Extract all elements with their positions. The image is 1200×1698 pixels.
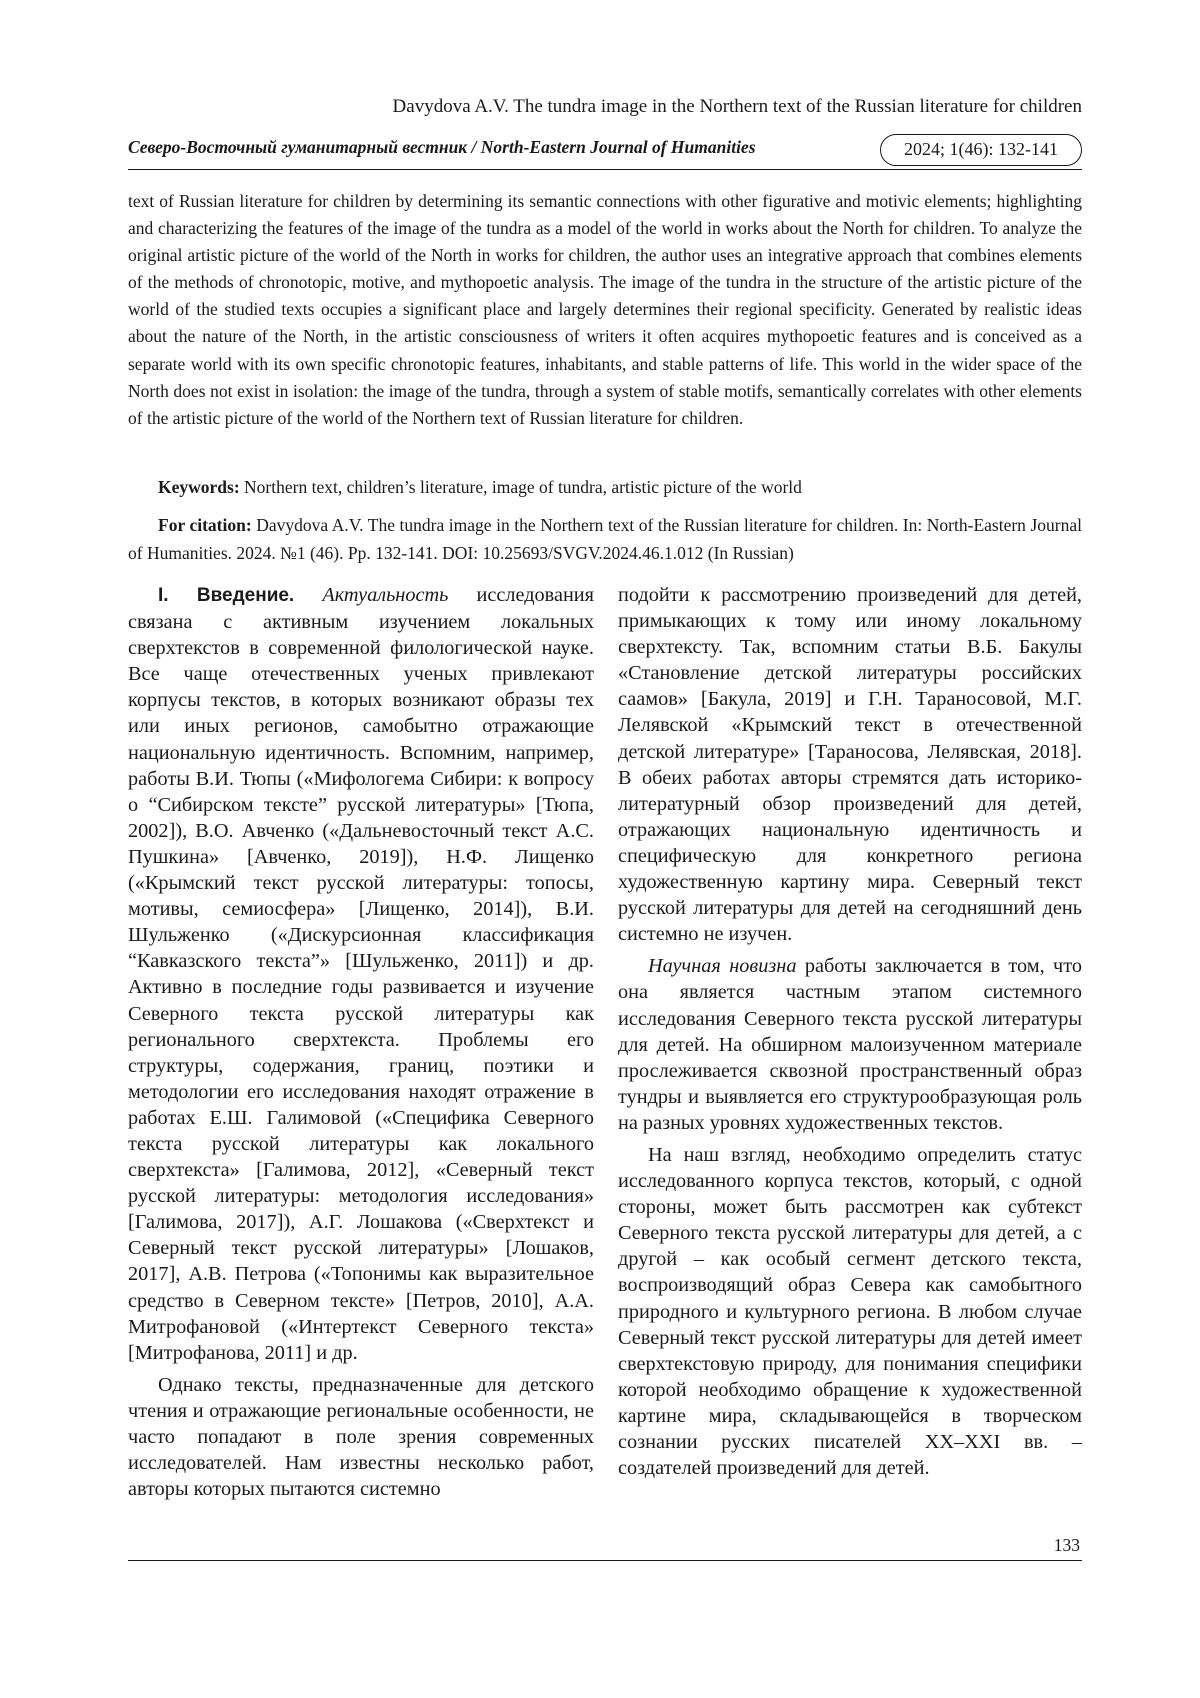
keywords-label: Keywords: xyxy=(158,477,240,497)
issue-badge: 2024; 1(46): 132-141 xyxy=(880,134,1082,166)
paragraph-children-texts-continued: подойти к рассмотрению произведений для детей, примыкающих к тому или иному локальному сверхтексту. Так, вспомним статьи В.Б. Бакулы «Становление детской литературы российских саамов» [Бакула, 2019] и Г.Н. Тараносовой, М.Г. Лелявской «Крымский текст в отечественной детской литературе» [Тараносова, Лелявская, 2018]. В обеих работах авторы стремятся дать историко-литературный обзор произведений для детей, отражающих национальную идентичность и специфическую для конкретного региона художественную картину мира. Северный текст русской литературы для детей на сегодняшний день системно не изучен. xyxy=(618,584,1082,946)
section-heading: I. Введение. xyxy=(158,585,295,606)
keywords-text: Northern text, children’s literature, image of tundra, artistic picture of the world xyxy=(239,477,802,497)
relevance-term: Актуальность xyxy=(322,584,449,606)
intro-paragraph xyxy=(128,582,594,1366)
running-title: Davydova A.V. The tundra image in the Northern text of the Russian literature for children xyxy=(392,96,1082,117)
intro-text: исследования связана с активным изучением локальных сверхтекстов в современной филологической науке. Все чаще отечественных ученых привлекают корпусы текстов, в которых возникают образы тех или иных регионов, самобытно отражающие национальную идентичность. Вспомним, например, работы В.И. Тюпы («Мифологема Сибири: к вопросу о “Сибирском тексте” русской литературы» [Тюпа, 2002]), В.О. Авченко («Дальневосточный текст А.С. Пушкина» [Авченко, 2019]), Н.Ф. Лищенко («Крымский текст русской литературы: топосы, мотивы, семиосфера» [Лищенко, 2014]), В.И. Шульженко («Дискурсионная классификация “Кавказского текста”» [Шульженко, 2011]) и др. Активно в последние годы развивается и изучение Северного текста русской литературы как регионального сверхтекста. Проблемы его структуры, содержания, границ, поэтики и методологии его исследования находят отражение в работах Е.Ш. Галимовой («Специфика Северного текста русской литературы как локального сверхтекста» [Галимова, 2012], «Северный текст русской литературы: методология исследования» [Галимова, 2017]), А.Г. Лошакова («Сверхтекст и Северный текст русской литературы» [Лошаков, 2017], А.В. Петрова («Топонимы как выразительное средство в Северном тексте» [Петров, 2010], А.А. Митрофановой («Интертекст Северного текста» [Митрофанова, 2011] и др. xyxy=(128,584,594,1364)
abstract-text: text of Russian literature for children by determining its semantic connections with other figurative and motivic elements; highlighting and characterizing the features of the image of the tundra as a model of the world in works about the North for children. To analyze the original artistic picture of the world of the North in works for children, the author uses an integrative approach that combines elements of the methods of chronotopic, motive, and mythopoetic analysis. The image of the tundra in the structure of the artistic picture of the world of the studied texts occupies a significant place and largely determines their regional specificity. Generated by realistic ideas about the nature of the North, in the artistic consciousness of writers it often acquires mythopoetic features and is conceived as a separate world with its own specific chronotopic features, inhabitants, and stable patterns of life. This world in the wider space of the North does not exist in isolation: the image of the tundra, through a system of stable motifs, semantically correlates with other elements of the artistic picture of the world of the Northern text of Russian literature for children. xyxy=(128,191,1082,428)
right-column xyxy=(618,582,1082,1481)
journal-name: Северо-Восточный гуманитарный вестник / North-Eastern Journal of Humanities xyxy=(128,137,756,157)
novelty-term: Научная новизна xyxy=(648,955,797,978)
novelty-text: работы заключается в том, что она является частным этапом системного исследования Северного текста русской литературы для детей. На обширном малоизученном материале прослеживается сквозной пространственный образ тундры и выявляется его структурообразующая роль на разных уровнях художественных текстов. xyxy=(618,955,1082,1134)
paragraph-children-texts: Однако тексты, предназначенные для детского чтения и отражающие региональные особенности, не часто попадают в поле зрения современных исследователей. Нам известны несколько работ, авторы которых пытаются системно xyxy=(128,1373,594,1501)
citation-label: For citation: xyxy=(158,515,252,535)
novelty-paragraph xyxy=(618,953,1082,1136)
citation xyxy=(128,512,1082,567)
citation-text: Davydova A.V. The tundra image in the Northern text of the Russian literature for children. In: North-Eastern Journal of Humanities. 2024. №1 (46). Pp. 132-141. DOI: 10.25693/SVGV.2024.46.1.012 (In Russian) xyxy=(128,515,1082,563)
footer-divider xyxy=(128,1560,1082,1561)
status-paragraph: На наш взгляд, необходимо определить статус исследованного корпуса текстов, который, с одной стороны, может быть рассмотрен как субтекст Северного текста русской литературы для детей, а с другой – как особый сегмент детского текста, воспроизводящий образ Севера как самобытного природного и культурного региона. В любом случае Северный текст русской литературы для детей имеет сверхтекстовую природу, для понимания специфики которой необходимо обращение к художественной картине мира, складывающейся в творческом сознании русских писателей XX–XXI вв. – создателей произведений для детей. xyxy=(618,1143,1082,1480)
header-divider xyxy=(128,169,1082,170)
keywords xyxy=(128,474,1082,501)
left-column xyxy=(128,582,594,1502)
page-number: 133 xyxy=(1053,1535,1080,1555)
